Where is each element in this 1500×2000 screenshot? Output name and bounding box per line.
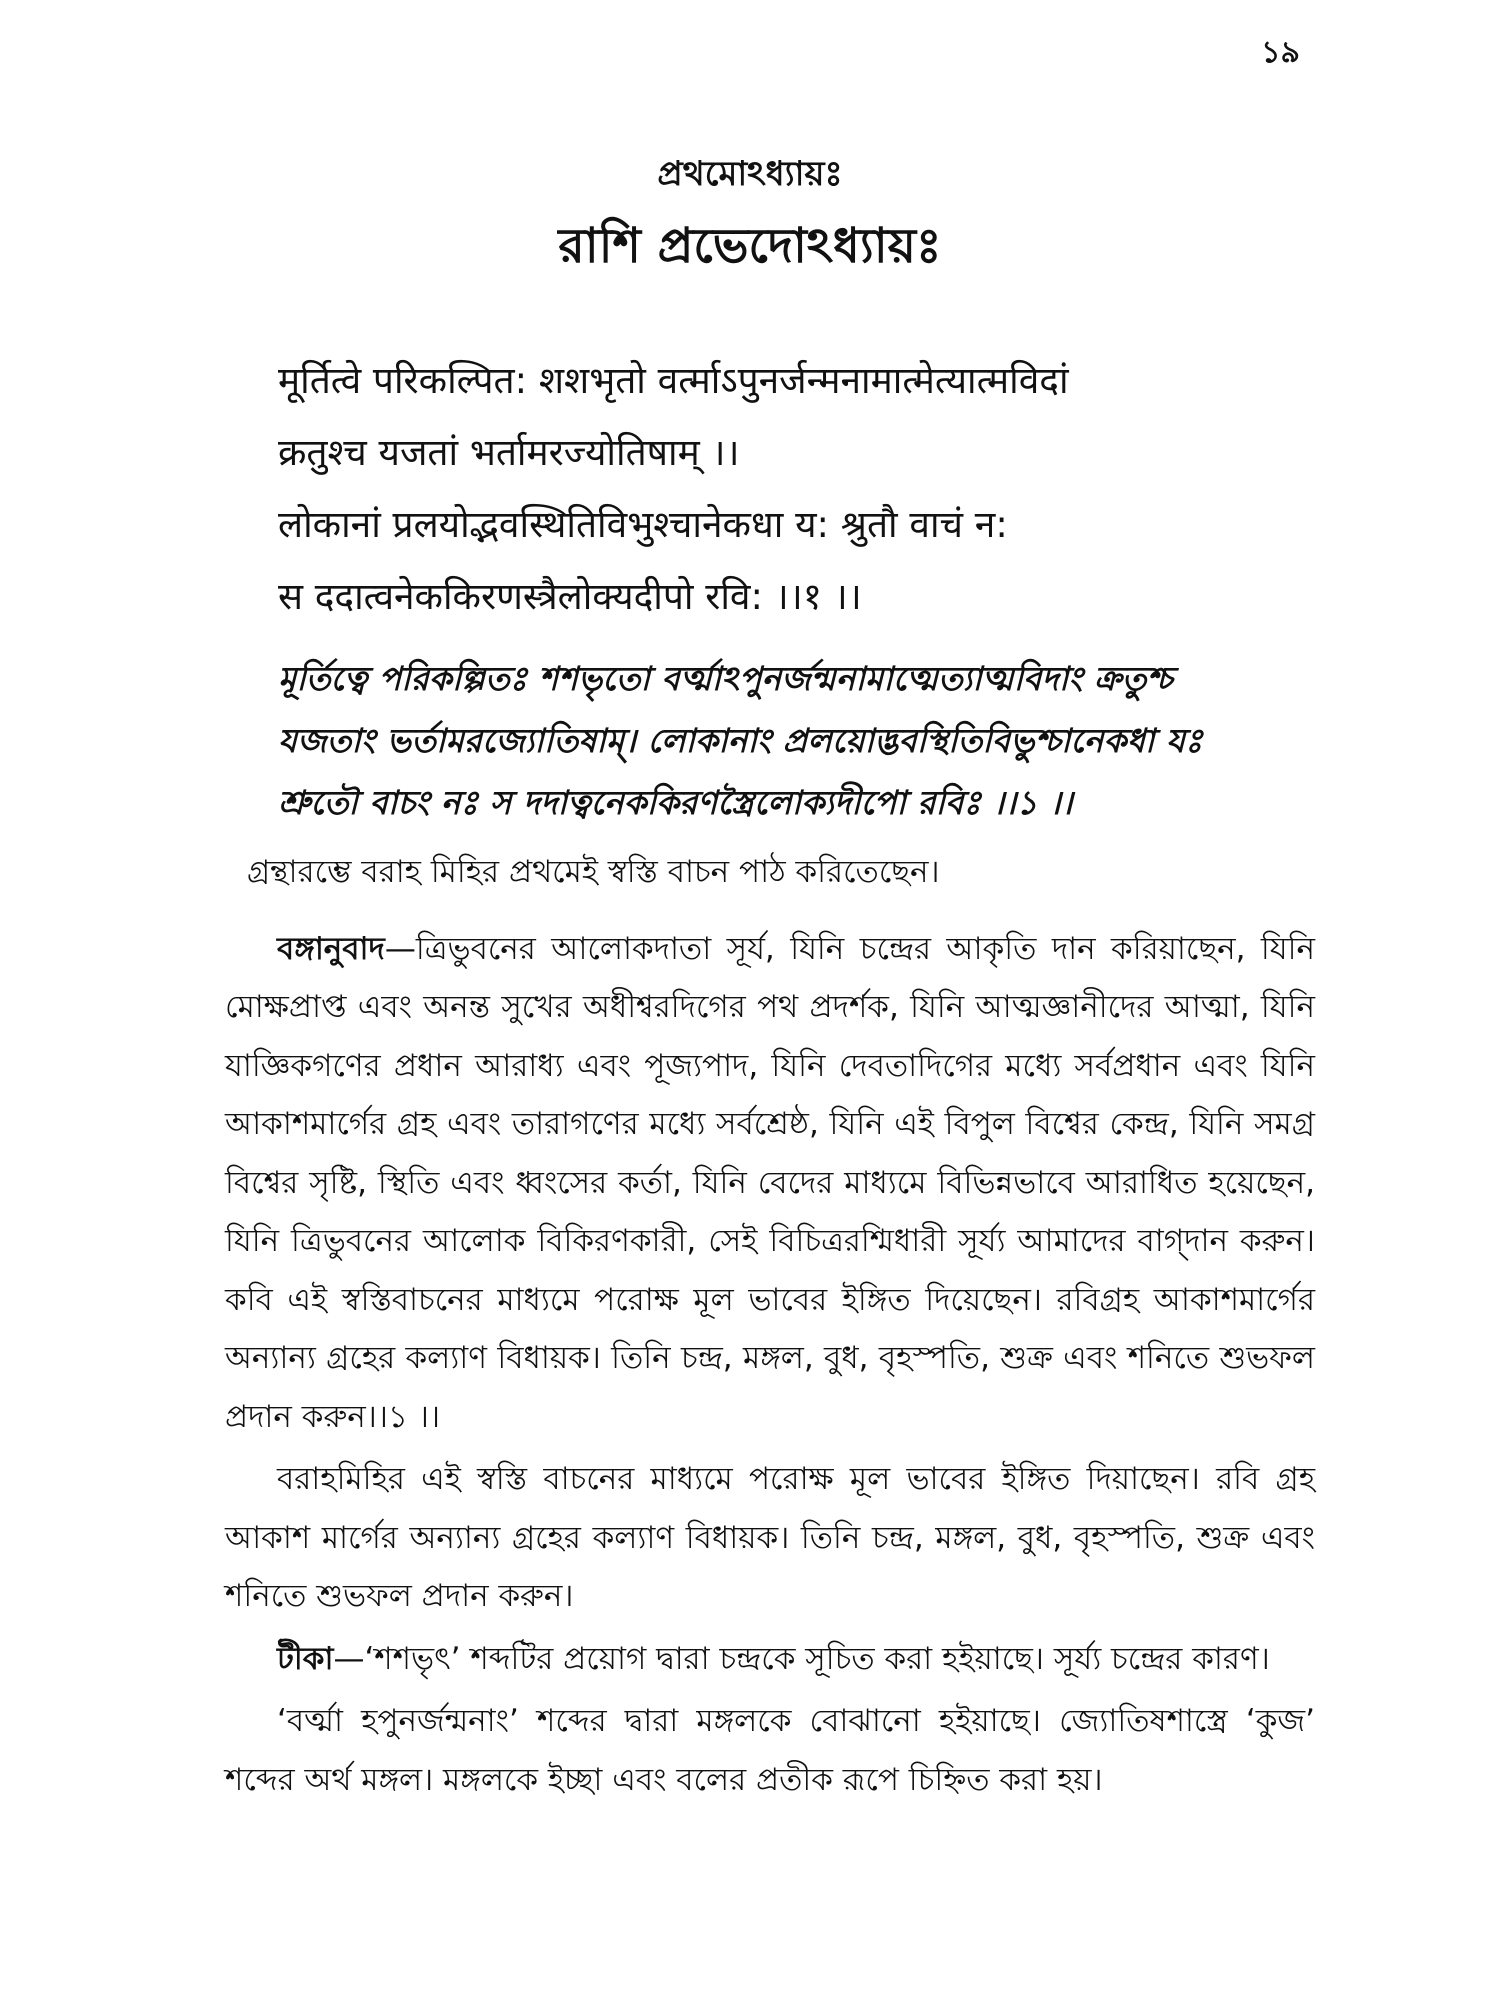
intro-line: গ্রন্থারম্ভে বরাহ মিহির প্রথমেই স্বস্তি বাচন পাঠ করিতেছেন।: [247, 854, 940, 890]
commentary-lead: টীকা: [277, 1640, 334, 1677]
mars-paragraph: ‘বর্ত্মা হপুনর্জন্মনাং’ শব্দের দ্বারা মঙ্গলকে বোঝানো হইয়াছে। জ্যোতিষশাস্ত্রে ‘কুজ’ শব্দের অর্থ মঙ্গল। মঙ্গলকে ইচ্ছা এবং বলের প্রতীক রূপে চিহ্নিত করা হয়।: [225, 1703, 1315, 1798]
translation-paragraph: [225, 920, 1315, 1447]
transliteration-line: শ্রুতৌ বাচং নঃ স দদাত্বনেককিরণস্ত্রৈলোক্যদীপো রবিঃ ।।১ ।।: [278, 783, 1073, 822]
page-number: ১৯: [1261, 35, 1300, 70]
body-text: [225, 843, 1315, 1809]
translation-lead: বঙ্গানুবাদ: [277, 930, 385, 967]
verse-line: स ददात्वनेककिरणस्त्रैलोक्यदीपो रवि: ।।१ ।।: [278, 575, 862, 618]
commentary-text: —‘শশভৃৎ’ শব্দটির প্রয়োগ দ্বারা চন্দ্রকে সূচিত করা হইয়াছে। সূর্য্য চন্দ্রের কারণ।: [333, 1640, 1270, 1677]
transliteration-line: যজতাং ভর্তামরজ্যোতিষাম্। লোকানাং প্রলয়োদ্ভবস্থিতিবিভুশ্চানেকধা যঃ: [278, 721, 1203, 760]
transliteration-line: মূর্তিত্বে পরিকল্পিতঃ শশভৃতো বর্ত্মাঽপুনর্জন্মনামাত্মেত্যাত্মবিদাং ক্রতুশ্চ: [278, 659, 1173, 698]
commentary-paragraph: [225, 1630, 1315, 1689]
bengali-transliteration: [278, 648, 1340, 834]
chapter-label: প্রথমোঽধ্যায়ঃ: [657, 154, 843, 194]
verse-line: मूर्तित्वे परिकल्पित: शशभृतो वर्त्माऽपुनर्जन्मनामात्मेत्यात्मविदां: [278, 359, 1069, 402]
varahamihira-paragraph: বরাহমিহির এই স্বস্তি বাচনের মাধ্যমে পরোক্ষ মূল ভাবের ইঙ্গিত দিয়াছেন। রবি গ্রহ আকাশ মার্গের অন্যান্য গ্রহের কল্যাণ বিধায়ক। তিনি চন্দ্র, মঙ্গল, বুধ, বৃহস্পতি, শুক্র এবং শনিতে শুভফল প্রদান করুন।: [225, 1461, 1315, 1614]
chapter-title: রাশি প্রভেদোঽধ্যায়ঃ: [558, 218, 942, 274]
verse-line: लोकानां प्रलयोद्भवस्थितिविभुश्चानेकधा य: श्रुतौ वाचं न:: [278, 503, 1008, 546]
verse-line: क्रतुश्च यजतां भर्तामरज्योतिषाम् ।।: [278, 431, 740, 474]
sanskrit-verse: [278, 345, 1338, 633]
translation-text: —ত্রিভুবনের আলোকদাতা সূর্য, যিনি চন্দ্রের আকৃতি দান করিয়াছেন, যিনি মোক্ষপ্রাপ্ত এবং অনন্ত সুখের অধীশ্বরদিগের পথ প্রদর্শক, যিনি আত্মজ্ঞানীদের আত্মা, যিনি যাজ্ঞিকগণের প্রধান আরাধ্য এবং পূজ্যপাদ, যিনি দেবতাদিগের মধ্যে সর্বপ্রধান এবং যিনি আকাশমার্গের গ্রহ এবং তারাগণের মধ্যে সর্বশ্রেষ্ঠ, যিনি এই বিপুল বিশ্বের কেন্দ্র, যিনি সমগ্র বিশ্বের সৃষ্টি, স্থিতি এবং ধ্বংসের কর্তা, যিনি বেদের মাধ্যমে বিভিন্নভাবে আরাধিত হয়েছেন, যিনি ত্রিভুবনের আলোক বিকিরণকারী, সেই বিচিত্ররশ্মিধারী সূর্য্য আমাদের বাগ্‌দান করুন। কবি এই স্বস্তিবাচনের মাধ্যমে পরোক্ষ মূল ভাবের ইঙ্গিত দিয়েছেন। রবিগ্রহ আকাশমার্গের অন্যান্য গ্রহের কল্যাণ বিধায়ক। তিনি চন্দ্র, মঙ্গল, বুধ, বৃহস্পতি, শুক্র এবং শনিতে শুভফল প্রদান করুন।।১ ।।: [225, 930, 1315, 1435]
